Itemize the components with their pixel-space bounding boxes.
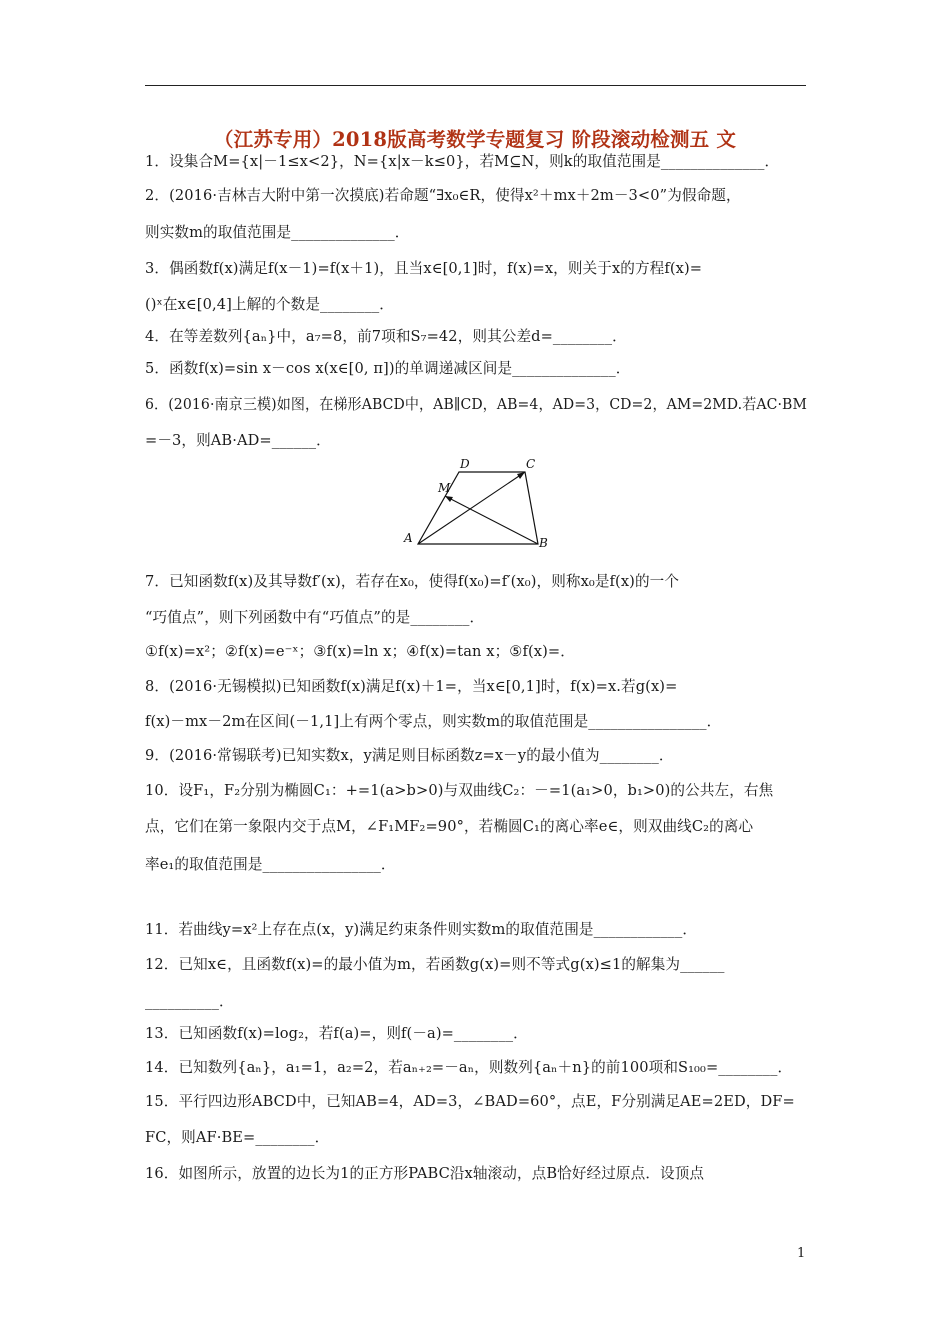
problem-3-line-1: 3．偶函数f(x)满足f(x－1)=f(x＋1)，且当x∈[0,1]时，f(x)=x，则关于x的方程f(x)= <box>145 260 703 277</box>
problem-10-line-3: 率e₁的取值范围是________________． <box>145 856 396 873</box>
problem-6-line-1: 6．(2016·南京三模)如图，在梯形ABCD中，AB∥CD，AB=4，AD=3，CD=2，AM=2MD.若AC·BM <box>145 396 807 413</box>
label-b: B <box>539 536 548 550</box>
label-c: C <box>526 457 536 471</box>
trapezoid-outline <box>418 472 538 544</box>
label-d: D <box>460 457 470 471</box>
segment-ac <box>418 472 525 544</box>
problem-16-line: 16．如图所示，放置的边长为1的正方形PABC沿x轴滚动，点B恰好经过原点．设顶点 <box>145 1165 705 1182</box>
document-title: （江苏专用）2018版高考数学专题复习 阶段滚动检测五 文 <box>213 128 737 151</box>
problem-1-line: 1．设集合M={x|－1≤x<2}，N={x|x－k≤0}，若M⊆N，则k的取值范围是______________． <box>145 153 780 170</box>
problem-4-line: 4．在等差数列{aₙ}中，a₇=8，前7项和S₇=42，则其公差d=________． <box>145 328 627 345</box>
segment-bm <box>445 496 538 544</box>
problem-9-line: 9．(2016·常锡联考)已知实数x，y满足则目标函数z=x－y的最小值为________． <box>145 747 674 764</box>
label-a: A <box>404 531 413 545</box>
problem-7-line-2: “巧值点”，则下列函数中有“巧值点”的是________． <box>145 609 485 626</box>
problem-7-line-3: ①f(x)=x²；②f(x)=e⁻ˣ；③f(x)=ln x；④f(x)=tan x；⑤f(x)=． <box>145 643 575 660</box>
problem-5-line: 5．函数f(x)=sin x－cos x(x∈[0, π])的单调递减区间是______________． <box>145 360 631 377</box>
problem-10-line-1: 10．设F₁，F₂分别为椭圆C₁：+=1(a>b>0)与双曲线C₂：－=1(a₁>0，b₁>0)的公共左，右焦 <box>145 782 774 799</box>
problem-11-line: 11．若曲线y=x²上存在点(x，y)满足约束条件则实数m的取值范围是____________． <box>145 921 698 938</box>
problem-14-line: 14．已知数列{aₙ}，a₁=1，a₂=2，若aₙ₊₂=－aₙ，则数列{aₙ＋n}的前100项和S₁₀₀=________． <box>145 1059 793 1076</box>
problem-2-line-1: 2．(2016·吉林吉大附中第一次摸底)若命题“∃x₀∈R，使得x²＋mx＋2m－3<0”为假命题， <box>145 187 741 204</box>
problem-12-line-2: __________． <box>145 993 234 1010</box>
problem-7-line-1: 7．已知函数f(x)及其导数f′(x)，若存在x₀，使得f(x₀)=f′(x₀)，则称x₀是f(x)的一个 <box>145 573 680 590</box>
arrow-ac <box>517 472 525 479</box>
problem-8-line-2: f(x)－mx－2m在区间(－1,1]上有两个零点，则实数m的取值范围是________________． <box>145 713 722 730</box>
problem-13-line: 13．已知函数f(x)=log₂，若f(a)=，则f(－a)=________． <box>145 1025 528 1042</box>
page-number: 1 <box>797 1246 806 1261</box>
problem-2-line-2: 则实数m的取值范围是______________． <box>145 224 410 241</box>
problem-15-line-2: FC，则AF·BE=________． <box>145 1129 330 1146</box>
problem-10-line-2: 点，它们在第一象限内交于点M，∠F₁MF₂=90°，若椭圆C₁的离心率e∈，则双曲线C₂的离心 <box>145 818 754 835</box>
problem-15-line-1: 15．平行四边形ABCD中，已知AB=4，AD=3，∠BAD=60°，点E，F分别满足AE=2ED，DF= <box>145 1093 795 1110</box>
problem-6-line-2: =－3，则AB·AD=______． <box>145 432 331 449</box>
problem-12-line-1: 12．已知x∈，且函数f(x)=的最小值为m，若函数g(x)=则不等式g(x)≤1的解集为______ <box>145 956 725 973</box>
arrow-bm <box>445 496 453 502</box>
trapezoid-figure <box>400 455 550 550</box>
label-m: M <box>438 481 451 495</box>
problem-8-line-1: 8．(2016·无锡模拟)已知函数f(x)满足f(x)＋1=，当x∈[0,1]时，f(x)=x.若g(x)= <box>145 678 678 695</box>
header-rule <box>145 85 806 86</box>
problem-3-line-2: ()ˣ在x∈[0,4]上解的个数是________． <box>145 296 394 313</box>
